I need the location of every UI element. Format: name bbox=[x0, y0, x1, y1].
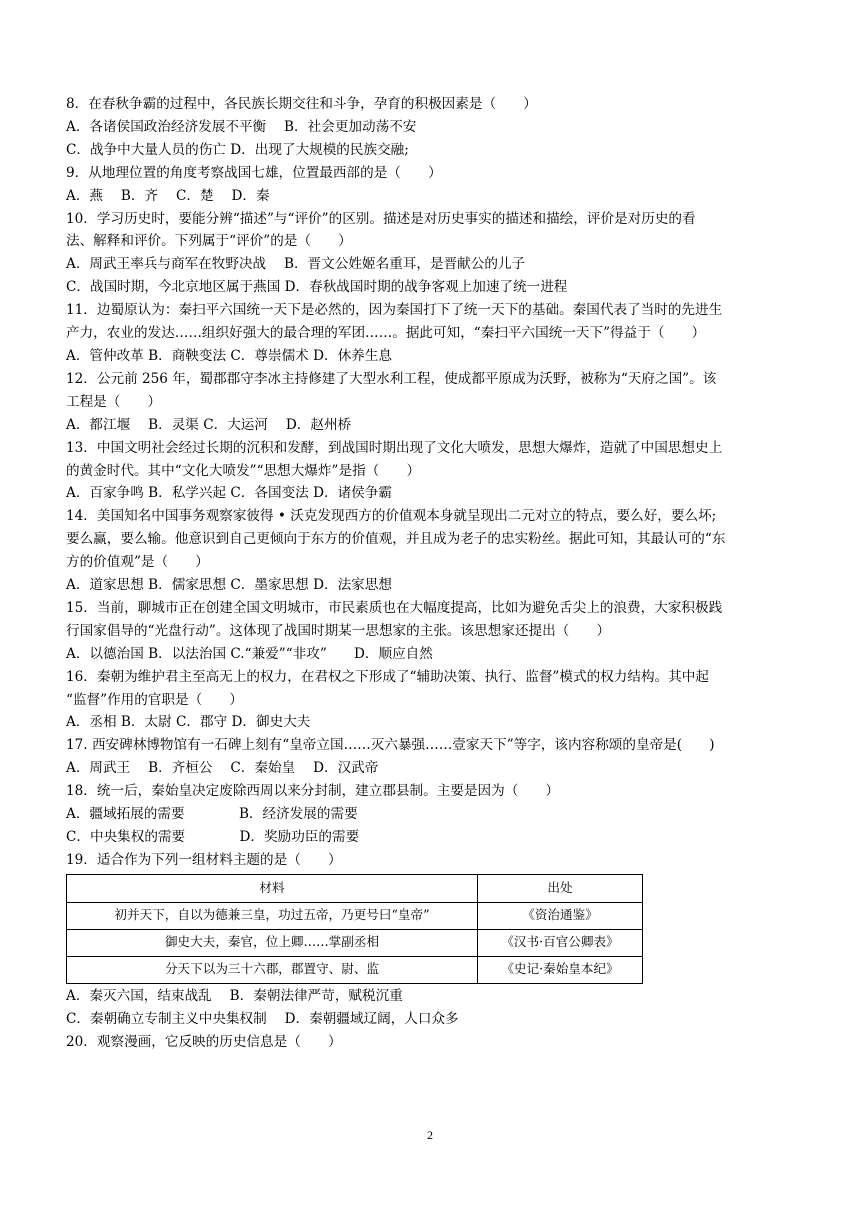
table-header-source: 出处 bbox=[478, 874, 643, 902]
text-line: 11．边蜀原认为：秦扫平六国统一天下是必然的，因为秦国打下了统一天下的基础。秦国代表了当时的先进生 bbox=[66, 302, 723, 319]
text-line: 17. 西安碑林博物馆有一石碑上刻有“皇帝立国……灭六暴强……壹家天下”等字，该内容称颂的皇帝是( ) bbox=[66, 737, 715, 754]
text-line: A．疆域拓展的需要 B．经济发展的需要 bbox=[66, 806, 358, 823]
text-line: 13．中国文明社会经过长期的沉积和发酵，到战国时期出现了文化大喷发，思想大爆炸，造就了中国思想史上 bbox=[66, 439, 723, 456]
text-line: 产力，农业的发达……组织好强大的最合理的军团……。据此可知，“秦扫平六国统一天下”得益于（ ） bbox=[66, 325, 706, 342]
text-line: 18．统一后，秦始皇决定废除西周以来分封制，建立郡县制。主要是因为（ ） bbox=[66, 783, 560, 800]
question-content bbox=[66, 93, 798, 1054]
text-line: 16．秦朝为维护君主至高无上的权力，在君权之下形成了“辅助决策、执行、监督”模式的权力结构。其中起 bbox=[66, 668, 709, 685]
text-line: 14．美国知名中国事务观察家彼得 • 沃克发现西方的价值观本身就呈现出二元对立的特点，要么好，要么坏; bbox=[66, 508, 717, 525]
table-cell-material: 御史大夫，秦官，位上卿……掌副丞相 bbox=[67, 929, 478, 956]
table-header-material: 材料 bbox=[67, 874, 478, 902]
table-row bbox=[67, 956, 643, 983]
text-line: 方的价值观”是（ ） bbox=[66, 554, 209, 571]
text-line: 法、解释和评价。下列属于“评价”的是（ ） bbox=[66, 233, 352, 250]
question-lines-bottom bbox=[66, 985, 798, 1054]
text-line: C．战争中大量人员的伤亡 D．出现了大规模的民族交融; bbox=[66, 141, 409, 158]
table-cell-source: 《资治通鉴》 bbox=[478, 902, 643, 929]
table-cell-source: 《史记·秦始皇本纪》 bbox=[478, 956, 643, 983]
text-line: A．秦灭六国，结束战乱 B．秦朝法律严苛，赋税沉重 bbox=[66, 987, 403, 1004]
text-line: A．管仲改革 B．商鞅变法 C．尊崇儒术 D．休养生息 bbox=[66, 347, 392, 364]
text-line: A．周武王 B．齐桓公 C．秦始皇 D．汉武帝 bbox=[66, 760, 379, 777]
text-line: 20．观察漫画，它反映的历史信息是（ ） bbox=[66, 1033, 342, 1050]
material-table bbox=[66, 874, 643, 984]
text-line: C．战国时期，今北京地区属于燕国 D．春秋战国时期的战争客观上加速了统一进程 bbox=[66, 279, 568, 296]
text-line: 10．学习历史时，要能分辨“描述”与“评价”的区别。描述是对历史事实的描述和描绘，评价是对历史的看 bbox=[66, 210, 696, 227]
table-header-row bbox=[67, 874, 643, 902]
text-line: C．秦朝确立专制主义中央集权制 D．秦朝疆域辽阔，人口众多 bbox=[66, 1010, 459, 1027]
text-line: “监督”作用的官职是（ ） bbox=[66, 691, 244, 708]
text-line: A．燕 B．齐 C．楚 D．秦 bbox=[66, 187, 270, 204]
text-line: C．中央集权的需要 D．奖励功臣的需要 bbox=[66, 829, 360, 845]
text-line: 要么赢，要么输。他意识到自己更倾向于东方的价值观，并且成为老子的忠实粉丝。据此可知，其最认可的“东 bbox=[66, 531, 726, 548]
question-lines-top bbox=[66, 93, 798, 872]
table-cell-material: 初并天下，自以为德兼三皇，功过五帝，乃更号曰“皇帝” bbox=[67, 902, 478, 929]
text-line: A．以德治国 B．以法治国 C.“兼爱”“非攻” D．顺应自然 bbox=[66, 645, 433, 662]
text-line: A．都江堰 B．灵渠 C．大运河 D．赵州桥 bbox=[66, 416, 352, 433]
text-line: 12．公元前 256 年，蜀郡郡守李冰主持修建了大型水利工程，使成都平原成为沃野，被称为“天府之国”。该 bbox=[66, 370, 717, 387]
text-line: 15．当前，聊城市正在创建全国文明城市，市民素质也在大幅度提高，比如为避免舌尖上的浪费，大家积极践 bbox=[66, 599, 723, 616]
text-line: 工程是（ ） bbox=[66, 393, 162, 410]
text-line: A．各诸侯国政治经济发展不平衡 B．社会更加动荡不安 bbox=[66, 118, 417, 135]
page-number: 2 bbox=[427, 1128, 433, 1142]
text-line: 8．在春秋争霸的过程中，各民族长期交往和斗争，孕育的积极因素是（ ） bbox=[66, 96, 537, 112]
text-line: 的黄金时代。其中“文化大喷发”“思想大爆炸”是指（ ） bbox=[66, 462, 421, 479]
text-line: A．道家思想 B．儒家思想 C．墨家思想 D．法家思想 bbox=[66, 577, 392, 594]
text-line: 19．适合作为下列一组材料主题的是（ ） bbox=[66, 851, 342, 868]
text-line: A．百家争鸣 B．私学兴起 C．各国变法 D．诸侯争霸 bbox=[66, 485, 392, 502]
text-line: 行国家倡导的“光盘行动”。这体现了战国时期某一思想家的主张。该思想家还提出（ ） bbox=[66, 622, 611, 639]
text-line: A．周武王率兵与商军在牧野决战 B．晋文公姓姬名重耳，是晋献公的儿子 bbox=[66, 256, 526, 273]
table-row bbox=[67, 902, 643, 929]
text-line: 9．从地理位置的角度考察战国七雄，位置最西部的是（ ） bbox=[66, 164, 442, 181]
table-cell-material: 分天下以为三十六郡，郡置守、尉、监 bbox=[67, 956, 478, 983]
table-cell-source: 《汉书·百官公卿表》 bbox=[478, 929, 643, 956]
text-line: A．丞相 B．太尉 C．郡守 D．御史大夫 bbox=[66, 714, 311, 731]
table-row bbox=[67, 929, 643, 956]
